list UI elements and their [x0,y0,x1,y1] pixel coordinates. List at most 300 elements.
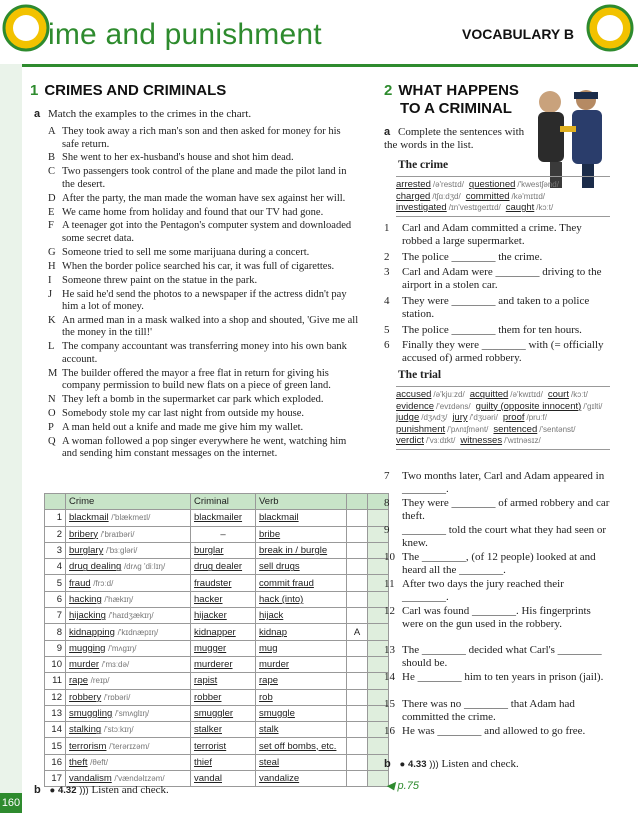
sentence-item [384,698,610,723]
example-letter: K [48,314,56,326]
sentence-text: The ________, (of 12 people) looked at and heard all the ________. [402,551,596,576]
verb-cell [256,738,347,754]
row-number: 17 [45,771,66,787]
verb-word: rape [259,675,279,687]
example-letter: O [48,407,56,419]
side-margin [0,64,22,794]
page-reference-text: p.75 [397,780,419,792]
crime-pronunciation: /'mɜːdə/ [101,660,130,670]
vocab-pronunciation: /'vɜːdɪkt/ [425,436,456,445]
section1-number: 1 [30,82,39,99]
verb-word: murder [259,659,290,671]
row-number: 8 [45,624,66,640]
crime-cell [66,640,191,656]
vocab-pronunciation: /kɔːt/ [536,203,554,212]
vocab-word: acquitted [469,389,509,400]
example-text: Two passengers took control of the plane and made the pilot land in the desert. [62,166,347,190]
sentence-number: 7 [384,470,390,482]
verb-cell [256,510,347,526]
sentence-number: 9 [384,524,390,536]
vocab-word-item [493,424,575,436]
part-b-text: Listen and check. [91,784,169,796]
table-row [45,542,389,558]
vocab-word: questioned [468,179,516,190]
answer-cell[interactable] [347,510,368,526]
verb-cell [256,722,347,738]
sentence-number: 5 [384,324,390,336]
criminal-word: rapist [194,675,218,687]
vocab-word: committed [465,190,510,202]
audio-track-number: 4.33 [407,759,427,770]
table-row [45,673,389,689]
vocab-word: sentenced [493,423,538,435]
crime-column-header: Crime [66,494,191,510]
answer-cell[interactable] [347,591,368,607]
criminal-word: vandal [194,773,222,785]
example-letter: H [48,260,56,272]
row-number: 6 [45,591,66,607]
row-number: 13 [45,705,66,721]
vocab-word: proof [502,412,525,423]
row-number: 3 [45,542,66,558]
vocab-word-item [396,202,501,214]
sentence-number: 4 [384,295,390,307]
audio-wave-icon: ))) [429,759,439,770]
answer-cell[interactable] [347,673,368,689]
vocab-word: court [547,389,569,400]
verb-word: set off bombs, etc. [259,740,337,752]
example-item [48,152,360,165]
sentence-item [384,251,610,264]
row-number: 4 [45,559,66,575]
crime-cell [66,575,191,591]
section2-instruction [384,126,534,151]
crime-pronunciation: /'bɜːgləri/ [105,546,138,556]
verb-word: rob [259,691,273,703]
example-letter: P [48,421,54,433]
vocab-word-item [548,389,588,401]
example-item [48,126,360,151]
verb-cell [256,526,347,542]
page-title: ime and punishment [48,18,322,51]
example-item [48,207,360,220]
page-reference[interactable] [386,779,419,792]
criminal-cell [191,673,256,689]
vocab-word-item [396,424,488,436]
crime-cell [66,673,191,689]
audio-track-icon[interactable]: ● [399,759,406,770]
crime-word: robbery [69,691,102,703]
crime-word: smuggling [69,708,113,719]
sentence-item [384,497,610,522]
sentence-item [384,222,610,247]
trial-word-box [396,386,610,450]
sentence-item [384,470,610,495]
verb-cell [256,689,347,705]
section2-number: 2 [384,82,393,99]
criminal-cell [191,624,256,640]
verb-word: sell drugs [259,561,300,573]
crime-cell [66,624,191,640]
verb-cell [256,640,347,656]
example-letter: F [48,220,54,232]
vocab-word-item [466,191,545,203]
example-text: A teenager got into the Pentagon's computer system and downloaded some secret data. [62,220,352,244]
criminal-word: blackmailer [194,512,243,524]
example-text: A woman followed a pop singer everywhere he went, watching him and sending him constant messages on the internet. [62,435,347,460]
section2-part-a-instruction: Complete the sentences with the words in the list. [384,126,525,151]
example-item [48,289,360,314]
example-text: Somebody stole my car last night from outside my house. [62,407,305,419]
page-number: 160 [0,793,22,813]
table-row [45,575,389,591]
vocab-word: caught [505,202,535,213]
section2-part-a-label: a [384,126,391,138]
sentence-number: 16 [384,725,395,737]
example-item [48,166,360,191]
example-item [48,193,360,206]
answer-cell[interactable] [347,542,368,558]
crime-pronunciation: /'hækɪŋ/ [104,594,134,604]
answer-cell[interactable] [347,608,368,624]
crime-word: drug dealing [69,561,122,573]
crime-word: bribery [69,528,99,540]
vocab-word-item [506,202,553,214]
crimes-table [44,493,389,787]
vocab-pronunciation: /kə'mɪtɪd/ [511,191,545,201]
example-item [48,247,360,260]
sentence-item [384,578,610,603]
crime-word: fraud [69,577,91,589]
criminal-cell [191,754,256,770]
example-text: A man held out a knife and made me give him my wallet. [62,421,304,433]
vocab-word: evidence [396,400,435,412]
sentence-item [384,339,610,364]
crime-pronunciation: /'haɪdʒækɪŋ/ [108,611,154,621]
criminal-cell [191,510,256,526]
sentence-text: Two months later, Carl and Adam appeared in ________. [402,470,605,495]
verb-word: vandalize [259,773,300,785]
answer-cell[interactable] [347,526,368,542]
verb-column-header: Verb [256,494,347,510]
vocab-word-item [476,401,603,413]
vocab-word: guilty (opposite innocent) [475,400,582,412]
criminal-cell [191,575,256,591]
vocab-pronunciation: /'dʒʊəri/ [469,413,498,422]
crime-cell [66,722,191,738]
crime-pronunciation: /'terərɪzəm/ [109,741,150,751]
section1-title: CRIMES AND CRIMINALS [44,82,227,99]
answer-cell[interactable]: A [347,624,368,640]
criminal-cell [191,705,256,721]
sentence-number: 12 [384,605,395,617]
sentence-number: 10 [384,551,395,563]
row-number: 12 [45,689,66,705]
table-row [45,624,389,640]
answer-cell[interactable] [347,640,368,656]
example-item [48,261,360,274]
section1-part-b [34,784,364,798]
verb-word: hijack [259,610,284,622]
verb-word: smuggle [259,708,295,719]
sentence-number: 6 [384,339,390,351]
vocab-word-item [503,412,547,424]
verb-word: break in / burgle [259,545,328,557]
criminal-column-header: Criminal [191,494,256,510]
row-number: 7 [45,608,66,624]
vocab-pronunciation: /kɔːt/ [570,390,588,399]
section2-part-b-label: b [384,758,391,770]
section2-part-b-text: Listen and check. [441,758,519,770]
vocab-pronunciation: /ə'restɪd/ [432,180,464,189]
row-number: 2 [45,526,66,542]
vocab-pronunciation: /ə'kwɪtɪd/ [510,390,543,399]
crime-pronunciation: /frɔːd/ [93,578,114,588]
crime-word: rape [69,675,89,687]
example-text: We came home from holiday and found that our TV had gone. [62,206,324,218]
header-divider [0,64,638,67]
answer-cell[interactable] [347,754,368,770]
criminal-word: hacker [194,593,223,605]
verb-cell [256,624,347,640]
sentence-text: There was no ________ that Adam had committed the crime. [402,698,575,723]
row-number: 11 [45,673,66,689]
sentence-item [384,266,610,291]
example-text: After the party, the man made the woman have sex against her will. [62,192,346,204]
sentence-number: 11 [384,578,395,590]
part-a-instruction: Match the examples to the crimes in the chart. [48,108,252,120]
verb-word: stalk [259,724,279,736]
table-row [45,656,389,672]
crime-cell [66,754,191,770]
criminal-cell [191,526,256,542]
vocab-word-item [469,179,559,191]
answer-cell[interactable] [347,559,368,575]
section2-part-b [384,758,610,772]
row-number: 9 [45,640,66,656]
example-text: They left a bomb in the supermarket car park which exploded. [62,394,324,406]
criminal-cell [191,542,256,558]
criminal-cell [191,559,256,575]
verb-cell [256,754,347,770]
sentence-number: 1 [384,222,390,234]
sentence-number: 8 [384,497,390,509]
vocab-pronunciation: /'wɪtnəsɪz/ [504,436,541,445]
crime-pronunciation: /'vændəlɪzəm/ [114,774,165,784]
criminal-cell [191,640,256,656]
table-row [45,722,389,738]
table-row [45,591,389,607]
vocab-word: investigated [396,202,447,213]
table-row [45,559,389,575]
answer-cell[interactable] [347,738,368,754]
vocab-word-item [396,191,461,203]
sentence-text: Carl and Adam were ________ driving to the airport in a stolen car. [402,266,602,291]
sentence-text: The ________ decided what Carl's ________ should be. [402,644,602,669]
example-letter: N [48,394,56,406]
section1-heading [30,82,226,99]
answer-cell[interactable] [347,689,368,705]
vocab-word: punishment [396,423,446,435]
table-row [45,689,389,705]
verb-word: steal [259,756,280,768]
example-item [48,341,360,366]
example-letter: B [48,152,56,164]
example-letter: C [48,166,56,178]
verb-word: mug [259,642,278,654]
crime-word: murder [69,659,100,671]
criminal-cell [191,656,256,672]
verb-word: hack (into) [259,593,304,605]
example-letter: G [48,246,56,258]
verb-cell [256,673,347,689]
example-letter: D [48,192,56,204]
example-item [48,408,360,421]
crime-pronunciation: /'kɪdnæpɪŋ/ [117,627,159,637]
sentence-item [384,551,610,576]
vocab-word-item [396,179,464,191]
example-item [48,220,360,245]
crime-pronunciation: /'stɔːkɪŋ/ [103,725,134,735]
crime-cell [66,542,191,558]
section2-title-line2: TO A CRIMINAL [400,100,512,117]
arrow-left-icon: ◀ [386,780,395,792]
section2-heading [384,82,519,118]
answer-cell[interactable] [347,705,368,721]
crime-word: theft [69,756,88,768]
vocab-word-item [396,389,465,401]
example-text: Someone threw paint on the statue in the park. [62,274,258,286]
crime-word: mugging [69,642,106,654]
vocab-pronunciation: /ə'kjuːzd/ [433,390,465,399]
crime-word-box [396,176,610,217]
crime-word: hacking [69,593,102,605]
verb-cell [256,559,347,575]
sentence-item [384,644,610,669]
verb-cell [256,591,347,607]
vocab-word: jury [452,412,468,423]
verb-cell [256,705,347,721]
verb-word: commit fraud [259,577,314,589]
sentence-text: The police ________ them for ten hours. [402,324,582,336]
crime-pronunciation: /drʌg 'diːlɪŋ/ [123,562,166,572]
verb-cell [256,656,347,672]
audio-track-icon[interactable]: ● [49,785,56,796]
sentence-number: 15 [384,698,395,710]
example-text: They took away a rich man's son and then asked for money for his safe return. [62,126,341,150]
sentence-item [384,605,610,630]
row-number: 1 [45,510,66,526]
crime-pronunciation: /'braɪbəri/ [100,529,135,539]
crime-cell [66,738,191,754]
vocab-pronunciation: /tʃɑːdʒd/ [432,191,461,201]
sentence-text: He was ________ and allowed to go free. [402,725,586,737]
crime-box-title: The crime [398,159,449,171]
crime-cell [66,559,191,575]
example-item [48,315,360,340]
vocab-word-item [470,389,543,401]
crime-word: blackmail [69,512,109,524]
row-number: 14 [45,722,66,738]
example-item [48,422,360,435]
vocab-word-item [460,435,540,447]
sentence-text: Carl and Adam committed a crime. They robbed a large supermarket. [402,222,582,247]
vocab-word-item [396,412,447,424]
example-letter: M [48,367,58,379]
verb-word: bribe [259,528,281,540]
audio-wave-icon: ))) [79,785,89,796]
crime-word: terrorism [69,740,107,752]
criminal-cell [191,689,256,705]
example-text: An armed man in a mask walked into a shop and shouted, 'Give me all the money in the till!' [62,314,359,339]
vocab-word: witnesses [460,435,503,446]
answer-cell[interactable] [347,722,368,738]
criminal-word: fraudster [194,577,232,589]
audio-track-number: 4.32 [57,785,77,796]
vocab-word: charged [396,190,431,202]
part-a-label: a [34,108,41,120]
criminal-word: terrorist [194,740,227,752]
crime-cell [66,656,191,672]
examples-list [48,126,360,462]
table-row [45,754,389,770]
criminal-cell [191,722,256,738]
table-row [45,738,389,754]
crime-pronunciation: /reɪp/ [90,676,110,686]
vocab-pronunciation: /'evɪdəns/ [436,401,471,411]
sentence-text: They were ________ and taken to a police station. [402,295,590,320]
criminal-word: kidnapper [194,626,236,638]
vocab-pronunciation: /'gɪlti/ [583,401,603,411]
vocab-pronunciation: /ɪn'vestɪgeɪtɪd/ [448,203,501,212]
checkbox-cell[interactable] [368,738,389,754]
sentence-text: Carl was found ________. His fingerprints were on the gun used in the robbery. [402,605,591,630]
crime-word: kidnapping [69,626,115,638]
section1-instruction [34,108,364,121]
criminal-word: smuggler [194,708,234,719]
answer-cell[interactable] [347,575,368,591]
vocab-word-item [396,435,455,447]
row-number: 15 [45,738,66,754]
sentence-text: They were ________ of armed robbery and car theft. [402,497,610,522]
verb-cell [256,575,347,591]
example-letter: J [48,288,53,300]
crime-pronunciation: /'smʌglɪŋ/ [114,709,150,718]
vocab-word: arrested [396,179,431,190]
criminal-word: thief [194,756,212,768]
part-b-label: b [34,784,41,796]
row-number: 16 [45,754,66,770]
section2-title-line1: WHAT HAPPENS [398,82,519,99]
crime-pronunciation: /'mʌgɪŋ/ [108,643,137,653]
sentence-item [384,671,610,684]
sentence-item [384,324,610,337]
answer-cell[interactable] [347,656,368,672]
crime-cell [66,510,191,526]
sentence-text: Finally they were ________ with (= officially accused of) armed robbery. [402,339,604,364]
vocabulary-bank-label: VOCABULARY B [462,26,575,42]
sentence-text: ________ told the court what they had seen or knew. [402,524,607,549]
example-text: The company accountant was transferring money into his own bank account. [62,341,347,365]
sentence-item [384,524,610,549]
example-text: The builder offered the mayor a free flat in return for giving his company permission to build new flats on a piece of green land. [62,367,331,392]
criminal-photo [520,82,616,188]
example-text: She went to her ex-husband's house and shot him dead. [62,152,294,164]
crime-cell [66,689,191,705]
vocab-pronunciation: /'kwestʃənd/ [517,180,559,189]
crime-pronunciation: /θeft/ [90,757,108,767]
example-item [48,368,360,393]
